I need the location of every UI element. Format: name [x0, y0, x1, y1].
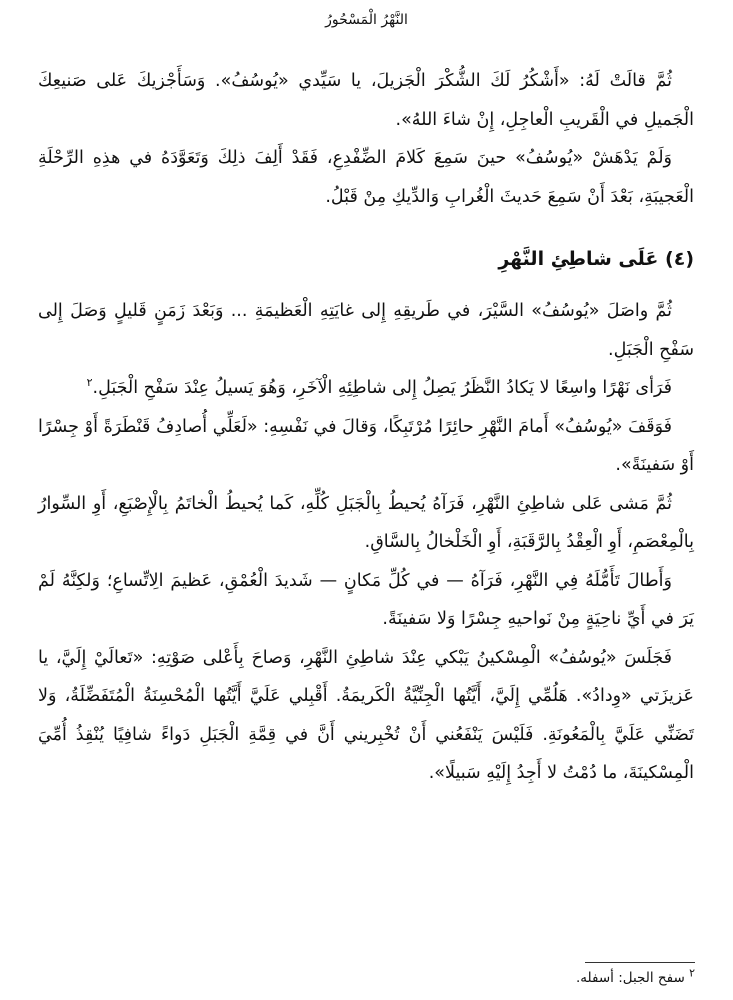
paragraph-1: ثُمَّ قالَتْ لَهُ: «أَشْكُرُ لَكَ الشُّكْرَ الْجَزيلَ، يا سَيِّدي «يُوسُفُ». وَسَأَجْزيكَ عَلى صَنيعِكَ الْجَميلِ في الْقَريبِ الْعاجِلِ، إِنْ شاءَ اللهُ». [38, 71, 694, 130]
running-title: النَّهْرُ الْمَسْحُورُ [325, 12, 408, 28]
footnote-text: سفح الجبل: أسفله. [576, 970, 685, 986]
paragraph-7: وَأَطالَ تَأَمُّلَهُ فِي النَّهْرِ، فَرَآهُ — في كُلِّ مَكانٍ — شَديدَ الْعُمْقِ، عَظيمَ الِاتِّساعِ؛ وَلكِنَّهُ لَمْ يَرَ في أَيِّ ناحِيَةٍ مِنْ نَواحيهِ جِسْرًا وَلا سَفينَةً. [38, 570, 694, 629]
paragraph-5: فَوَقَفَ «يُوسُفُ» أَمامَ النَّهْرِ حائِرًا مُرْتَبِكًا، وَقالَ في نَفْسِهِ: «لَعَلِّي أُصادِفُ قَنْطَرَةً أَوْ جِسْرًا أَوْ سَفينَةً». [38, 416, 694, 475]
paragraph-3: ثُمَّ واصَلَ «يُوسُفُ» السَّيْرَ، في طَريقِهِ إِلى غايَتِهِ الْعَظيمَةِ ... وَبَعْدَ زَمَنٍ قَليلٍ وَصَلَ إِلى سَفْحِ الْجَبَلِ. [38, 301, 694, 360]
section-heading: (٤) عَلَى شاطِئِ النَّهْرِ [498, 248, 694, 270]
footnote [576, 968, 695, 988]
paragraph-4-text: فَرَأى نَهْرًا واسِعًا لا يَكادُ النَّظَرُ يَصِلُ إِلى شاطِئِهِ الْآخَرِ، وَهُوَ يَسيلُ عِنْدَ سَفْحِ الْجَبَلِ. [92, 378, 672, 398]
footnote-marker: ٢ [689, 966, 695, 980]
paragraph-6: ثُمَّ مَشى عَلى شاطِئِ النَّهْرِ، فَرَآهُ يُحيطُ بِالْجَبَلِ كُلِّهِ، كَما يُحيطُ الْخاتَمُ بِالْإِصْبَعِ، أَوِ السِّوارُ بِالْمِعْصَمِ، أَوِ الْعِقْدُ بِالرَّقَبَةِ، أَوِ الْخَلْخالُ بِالسَّاقِ. [38, 493, 694, 552]
footnote-reference: ٢ [86, 376, 93, 390]
paragraph-2: وَلَمْ يَدْهَشْ «يُوسُفُ» حينَ سَمِعَ كَلامَ الضِّفْدِعِ، فَقَدْ أَلِفَ ذلِكَ وَتَعَوَّدَهُ في هذِهِ الرِّحْلَةِ الْعَجيبَةِ، بَعْدَ أَنْ سَمِعَ حَديثَ الْغُرابِ وَالدِّيكِ مِنْ قَبْلُ. [38, 148, 694, 207]
paragraph-4 [38, 369, 694, 408]
footnote-divider [585, 962, 695, 963]
paragraph-8: فَجَلَسَ «يُوسُفُ» الْمِسْكينُ يَبْكي عِنْدَ شاطِئِ النَّهْرِ، وَصاحَ بِأَعْلى صَوْتِهِ: «تَعالَيْ إِلَيَّ، يا عَزيزَتي «وِدادُ». هَلُمِّي إِلَيَّ، أَيَّتُها الْجِنِّيَّةُ الْكَريمَةُ. أَقْبِلي عَلَيَّ أَيَّتُها الْمُحْسِنَةُ الْمُتَفَضِّلَةُ، وَلا تَضَنِّي عَلَيَّ بِالْمَعُونَةِ. فَلَيْسَ يَنْفَعُني أَنْ تُخْبِريني أَنَّ في قِمَّةِ الْجَبَلِ دَواءً شافِيًا يُنْقِذُ أُمِّيَ الْمِسْكينَةَ، ما دُمْتُ لا أَجِدُ إِلَيْهِ سَبيلًا». [38, 647, 694, 783]
body-text [38, 62, 694, 793]
